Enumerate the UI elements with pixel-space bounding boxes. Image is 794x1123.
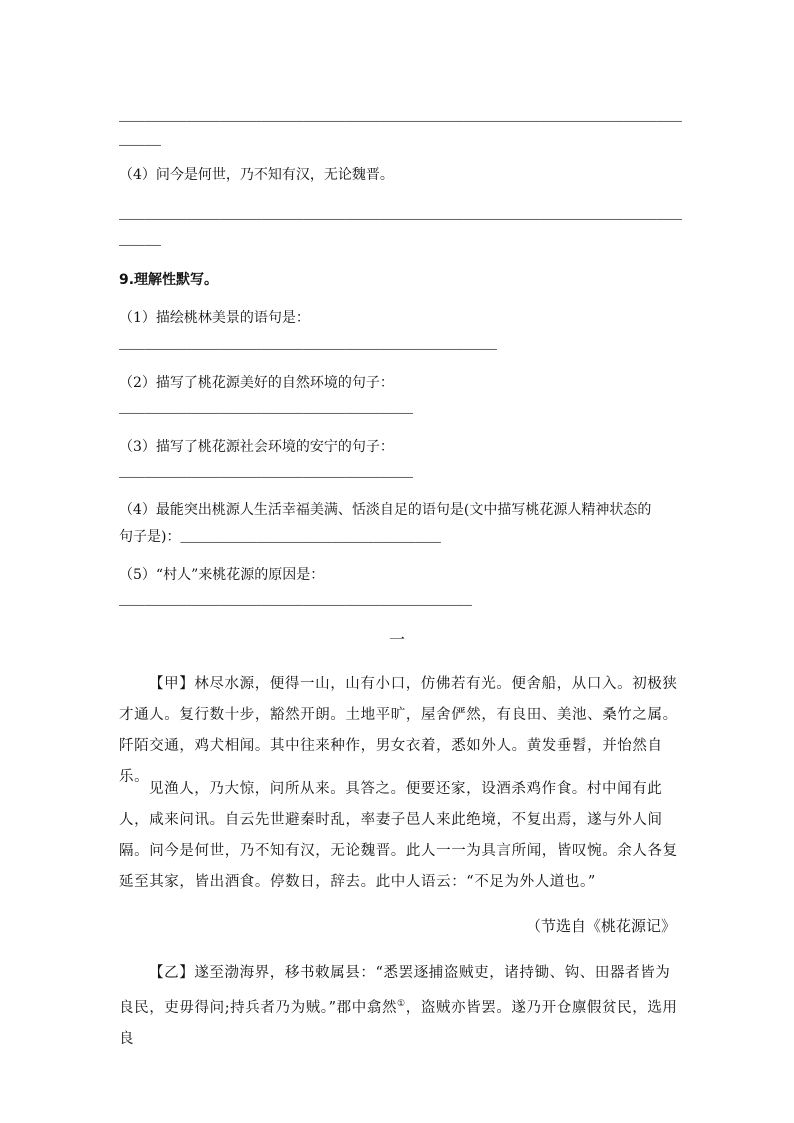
section-mark: 一 (388, 630, 405, 649)
question-9-3-blank[interactable]: ___________________________________ (119, 466, 414, 480)
passage-yi-text-1b: ，盗贼亦皆罢。遂乃开仓廪假贫民，选用良 (119, 999, 678, 1047)
passage-source: （节选自《桃花源记》 (525, 917, 676, 935)
question-9-1-label: （1）描绘桃林美景的语句是： (119, 310, 310, 326)
question-9-1-blank[interactable]: _____________________________________________ (119, 338, 498, 352)
passage-yi-paragraph-1 (119, 958, 679, 1055)
answer-blank-tail[interactable]: _____ (119, 134, 162, 148)
passage-jia-text-1: 【甲】林尽水源，便得一山，山有小口，仿佛若有光。便舍船，从口入。初极狭才通人。复行数十步，豁然开朗。土地平旷，屋舍俨然，有良田、美池、桑竹之属。阡陌交通，鸡犬相闻。其中往来种作，男女衣着，悉如外人。黄发垂髫，并怡然自乐。 (119, 676, 678, 785)
answer-blank-tail[interactable]: _____ (119, 234, 162, 248)
question-9-4-label2: 句子是)： (119, 529, 181, 545)
passage-yi-text-1: 【乙】遂至渤海界，移书敕属县：“悉罢逐捕盗贼吏，诸持锄、钩、田器者皆为良民，吏毋得问;持兵者乃为贼。”郡中翕然 (119, 965, 671, 1016)
footnote-marker[interactable]: ① (397, 999, 406, 1009)
question-9-5-blank[interactable]: __________________________________________ (119, 594, 472, 608)
question-9-3-label: （3）描写了桃花源社会环境的安宁的句子： (119, 439, 394, 455)
question-8-4: （4）问今是何世，乃不知有汉，无论魏晋。 (119, 167, 394, 183)
question-9-2-label: （2）描写了桃花源美好的自然环境的句子： (119, 375, 394, 391)
question-9-2-blank[interactable]: ___________________________________ (119, 402, 414, 416)
question-9-4-blank[interactable]: _______________________________ (180, 530, 441, 546)
question-9-title: 9.理解性默写。 (119, 272, 219, 288)
passage-jia-paragraph-2 (119, 774, 679, 898)
answer-blank-line[interactable]: ___________________________________________________________________ (119, 208, 682, 222)
question-9-4-label-cont (119, 527, 441, 548)
question-9-4-label: （4）最能突出桃源人生活幸福美满、恬淡自足的语句是(文中描写桃花源人精神状态的 (119, 502, 652, 518)
question-9-5-label: （5）“村人”来桃花源的原因是： (119, 567, 325, 583)
answer-blank-line[interactable]: ___________________________________________________________________ (119, 110, 682, 124)
passage-jia-text-2: 见渔人，乃大惊，问所从来。具答之。便要还家，设酒杀鸡作食。村中闻有此人，咸来问讯。自云先世避秦时乱，率妻子邑人来此绝境，不复出焉，遂与外人间隔。问今是何世，乃不知有汉，无论魏晋。此人一一为具言所闻，皆叹惋。余人各复延至其家，皆出酒食。停数日，辞去。此中人语云：“不足为外人道也。” (119, 781, 678, 890)
